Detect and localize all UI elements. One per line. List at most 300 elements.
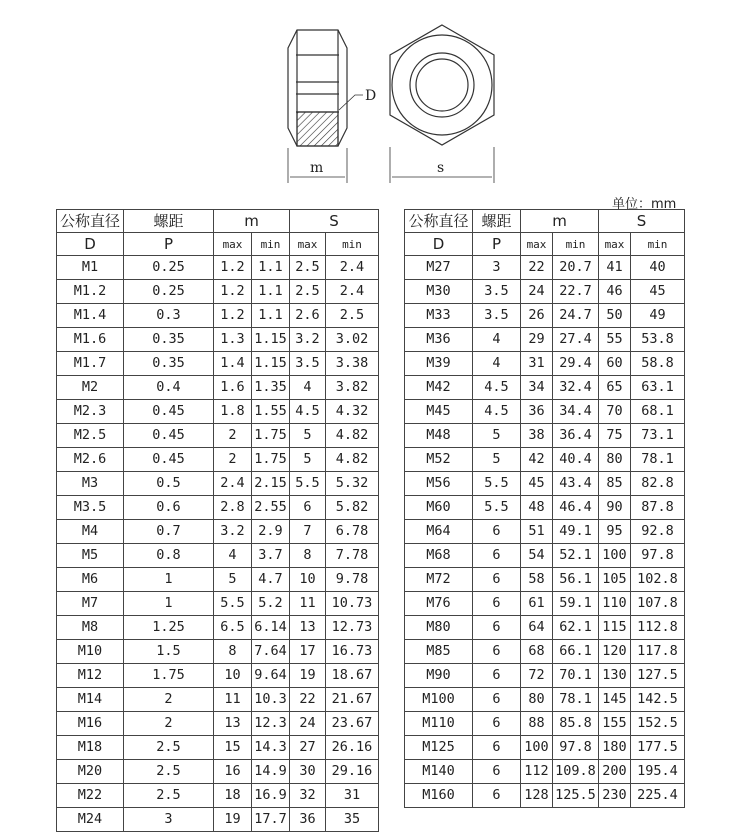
cell-pitch: 5 [473,448,521,472]
cell-s-min: 82.8 [631,472,685,496]
cell-m-max: 1.4 [214,352,252,376]
cell-pitch: 6 [473,712,521,736]
cell-m-max: 45 [521,472,553,496]
cell-pitch: 0.45 [124,400,214,424]
header-s: S [290,210,379,233]
cell-m-max: 61 [521,592,553,616]
cell-pitch: 1 [124,592,214,616]
cell-pitch: 6 [473,784,521,808]
cell-s-max: 22 [290,688,326,712]
cell-s-max: 65 [599,376,631,400]
cell-m-max: 128 [521,784,553,808]
cell-pitch: 0.25 [124,256,214,280]
cell-s-max: 2.6 [290,304,326,328]
table-row [405,448,685,472]
cell-s-max: 13 [290,616,326,640]
cell-s-max: 19 [290,664,326,688]
cell-m-min: 66.1 [553,640,599,664]
cell-m-max: 18 [214,784,252,808]
cell-s-min: 58.8 [631,352,685,376]
table-row [405,544,685,568]
cell-s-min: 18.67 [326,664,379,688]
table-row [57,592,379,616]
cell-s-min: 3.82 [326,376,379,400]
cell-s-min: 3.38 [326,352,379,376]
table-row [57,520,379,544]
cell-m-min: 1.75 [252,424,290,448]
cell-m-min: 85.8 [553,712,599,736]
table-row [57,496,379,520]
cell-s-max: 85 [599,472,631,496]
cell-s-min: 21.67 [326,688,379,712]
cell-pitch: 6 [473,640,521,664]
cell-s-min: 92.8 [631,520,685,544]
cell-diameter: M5 [57,544,124,568]
header-d: D [57,233,124,256]
table-row [57,376,379,400]
header-p: P [473,233,521,256]
cell-s-max: 180 [599,736,631,760]
cell-pitch: 3.5 [473,304,521,328]
cell-s-min: 97.8 [631,544,685,568]
cell-diameter: M27 [405,256,473,280]
cell-pitch: 6 [473,544,521,568]
cell-s-max: 200 [599,760,631,784]
spec-table-right [404,209,685,808]
cell-m-min: 97.8 [553,736,599,760]
cell-s-min: 102.8 [631,568,685,592]
cell-s-min: 2.4 [326,256,379,280]
cell-diameter: M36 [405,328,473,352]
cell-m-max: 8 [214,640,252,664]
cell-s-max: 105 [599,568,631,592]
table-row [57,448,379,472]
table-row [57,328,379,352]
cell-pitch: 2.5 [124,784,214,808]
cell-m-min: 3.7 [252,544,290,568]
cell-pitch: 0.45 [124,424,214,448]
cell-pitch: 2.5 [124,760,214,784]
cell-diameter: M125 [405,736,473,760]
cell-m-max: 4 [214,544,252,568]
cell-m-max: 48 [521,496,553,520]
cell-diameter: M1.7 [57,352,124,376]
cell-m-min: 2.55 [252,496,290,520]
cell-s-max: 5 [290,448,326,472]
cell-s-max: 70 [599,400,631,424]
cell-s-max: 95 [599,520,631,544]
cell-m-min: 22.7 [553,280,599,304]
cell-m-min: 1.55 [252,400,290,424]
cell-s-min: 23.67 [326,712,379,736]
cell-m-max: 112 [521,760,553,784]
header-p: P [124,233,214,256]
table-row [57,616,379,640]
cell-s-max: 120 [599,640,631,664]
cell-pitch: 0.3 [124,304,214,328]
cell-diameter: M45 [405,400,473,424]
table-row [405,496,685,520]
cell-m-max: 2.4 [214,472,252,496]
cell-m-min: 7.64 [252,640,290,664]
cell-s-min: 2.4 [326,280,379,304]
cell-pitch: 0.7 [124,520,214,544]
table-row [405,472,685,496]
table-row [57,472,379,496]
cell-diameter: M8 [57,616,124,640]
cell-s-min: 4.32 [326,400,379,424]
cell-m-min: 27.4 [553,328,599,352]
cell-s-min: 31 [326,784,379,808]
cell-s-min: 2.5 [326,304,379,328]
cell-diameter: M3.5 [57,496,124,520]
cell-diameter: M30 [405,280,473,304]
cell-diameter: M16 [57,712,124,736]
cell-m-min: 20.7 [553,256,599,280]
table-row [57,808,379,832]
cell-m-min: 43.4 [553,472,599,496]
table-row [405,328,685,352]
cell-s-max: 27 [290,736,326,760]
cell-s-max: 100 [599,544,631,568]
cell-s-max: 8 [290,544,326,568]
cell-m-max: 88 [521,712,553,736]
cell-s-min: 6.78 [326,520,379,544]
header-m: m [214,210,290,233]
cell-s-min: 16.73 [326,640,379,664]
cell-pitch: 1.5 [124,640,214,664]
cell-pitch: 0.35 [124,328,214,352]
header-pitch: 螺距 [124,210,214,233]
cell-s-max: 5 [290,424,326,448]
cell-s-max: 60 [599,352,631,376]
cell-m-max: 10 [214,664,252,688]
cell-s-min: 225.4 [631,784,685,808]
cell-pitch: 2 [124,712,214,736]
cell-pitch: 6 [473,760,521,784]
cell-s-max: 230 [599,784,631,808]
cell-pitch: 6 [473,688,521,712]
table-row [405,616,685,640]
cell-diameter: M48 [405,424,473,448]
cell-pitch: 0.8 [124,544,214,568]
cell-s-max: 41 [599,256,631,280]
cell-s-max: 10 [290,568,326,592]
header-pitch: 螺距 [473,210,521,233]
cell-m-min: 14.3 [252,736,290,760]
cell-m-min: 62.1 [553,616,599,640]
cell-diameter: M33 [405,304,473,328]
cell-s-max: 115 [599,616,631,640]
table-row [405,568,685,592]
cell-s-max: 130 [599,664,631,688]
cell-diameter: M140 [405,760,473,784]
table-row [405,352,685,376]
spec-table-left [56,209,379,832]
cell-m-max: 68 [521,640,553,664]
cell-s-max: 6 [290,496,326,520]
cell-s-min: 3.02 [326,328,379,352]
table-row [405,520,685,544]
cell-pitch: 6 [473,736,521,760]
cell-m-min: 4.7 [252,568,290,592]
cell-pitch: 0.25 [124,280,214,304]
cell-m-min: 1.35 [252,376,290,400]
header-s-min: min [631,233,685,256]
cell-s-min: 177.5 [631,736,685,760]
cell-m-max: 1.2 [214,256,252,280]
table-row [405,424,685,448]
header-nominal: 公称直径 [57,210,124,233]
unit-label: 单位：mm [612,197,677,212]
cell-m-min: 1.1 [252,256,290,280]
table-row [405,712,685,736]
table-row [57,400,379,424]
cell-s-max: 90 [599,496,631,520]
cell-pitch: 1.75 [124,664,214,688]
cell-s-max: 50 [599,304,631,328]
cell-s-max: 46 [599,280,631,304]
cell-s-min: 68.1 [631,400,685,424]
cell-pitch: 6 [473,568,521,592]
cell-m-min: 59.1 [553,592,599,616]
table-row [405,280,685,304]
cell-s-max: 3.2 [290,328,326,352]
table-row [57,544,379,568]
cell-m-max: 1.2 [214,304,252,328]
cell-pitch: 5.5 [473,496,521,520]
cell-m-min: 5.2 [252,592,290,616]
table-row [57,688,379,712]
cell-m-min: 6.14 [252,616,290,640]
cell-s-max: 4 [290,376,326,400]
header-s-min: min [326,233,379,256]
cell-m-max: 26 [521,304,553,328]
cell-m-min: 1.15 [252,352,290,376]
cell-s-min: 63.1 [631,376,685,400]
cell-diameter: M2 [57,376,124,400]
header-s-max: max [290,233,326,256]
cell-s-min: 78.1 [631,448,685,472]
cell-diameter: M22 [57,784,124,808]
cell-s-max: 24 [290,712,326,736]
cell-diameter: M10 [57,640,124,664]
cell-m-max: 3.2 [214,520,252,544]
cell-pitch: 1 [124,568,214,592]
header-m-min: min [252,233,290,256]
cell-pitch: 1.25 [124,616,214,640]
cell-pitch: 0.5 [124,472,214,496]
cell-s-max: 32 [290,784,326,808]
cell-m-min: 16.9 [252,784,290,808]
cell-m-min: 46.4 [553,496,599,520]
cell-pitch: 2 [124,688,214,712]
cell-s-max: 145 [599,688,631,712]
table-row [405,256,685,280]
cell-s-min: 12.73 [326,616,379,640]
cell-m-min: 1.1 [252,280,290,304]
cell-s-min: 152.5 [631,712,685,736]
table-row [405,304,685,328]
table-row [405,640,685,664]
cell-diameter: M42 [405,376,473,400]
cell-m-min: 17.7 [252,808,290,832]
cell-m-min: 29.4 [553,352,599,376]
cell-m-max: 100 [521,736,553,760]
cell-s-min: 9.78 [326,568,379,592]
cell-pitch: 6 [473,664,521,688]
cell-s-min: 10.73 [326,592,379,616]
table-row [57,304,379,328]
cell-m-max: 34 [521,376,553,400]
cell-m-max: 24 [521,280,553,304]
cell-s-min: 26.16 [326,736,379,760]
cell-s-min: 4.82 [326,448,379,472]
cell-s-max: 75 [599,424,631,448]
cell-m-min: 2.9 [252,520,290,544]
cell-pitch: 0.4 [124,376,214,400]
cell-pitch: 6 [473,592,521,616]
cell-diameter: M64 [405,520,473,544]
cell-m-max: 19 [214,808,252,832]
header-s-max: max [599,233,631,256]
cell-m-min: 1.15 [252,328,290,352]
cell-m-min: 56.1 [553,568,599,592]
table-row [57,760,379,784]
cell-diameter: M7 [57,592,124,616]
cell-s-min: 7.78 [326,544,379,568]
cell-m-min: 1.1 [252,304,290,328]
table-row [405,784,685,808]
table-row [57,568,379,592]
header-nominal: 公称直径 [405,210,473,233]
cell-m-max: 64 [521,616,553,640]
cell-s-min: 35 [326,808,379,832]
cell-m-max: 22 [521,256,553,280]
cell-s-min: 142.5 [631,688,685,712]
cell-m-max: 5.5 [214,592,252,616]
cell-m-max: 2 [214,424,252,448]
cell-s-max: 2.5 [290,256,326,280]
cell-m-min: 109.8 [553,760,599,784]
cell-diameter: M14 [57,688,124,712]
cell-pitch: 5.5 [473,472,521,496]
cell-m-max: 80 [521,688,553,712]
cell-pitch: 6 [473,520,521,544]
cell-diameter: M12 [57,664,124,688]
cell-s-min: 5.82 [326,496,379,520]
cell-diameter: M18 [57,736,124,760]
table-row [405,736,685,760]
header-m-max: max [214,233,252,256]
cell-diameter: M2.3 [57,400,124,424]
cell-pitch: 3.5 [473,280,521,304]
cell-pitch: 4 [473,328,521,352]
cell-m-max: 58 [521,568,553,592]
cell-m-min: 40.4 [553,448,599,472]
cell-s-min: 49 [631,304,685,328]
cell-s-max: 2.5 [290,280,326,304]
cell-s-min: 29.16 [326,760,379,784]
table-row [57,736,379,760]
cell-m-min: 2.15 [252,472,290,496]
cell-diameter: M100 [405,688,473,712]
spec-table-left-body [57,256,379,832]
cell-diameter: M24 [57,808,124,832]
table-row [57,640,379,664]
label-d: D [365,88,377,104]
cell-m-max: 42 [521,448,553,472]
cell-m-max: 51 [521,520,553,544]
cell-pitch: 3 [473,256,521,280]
cell-m-max: 29 [521,328,553,352]
header-m-min: min [553,233,599,256]
cell-s-min: 53.8 [631,328,685,352]
hex-nut-drawing [280,10,510,190]
cell-m-min: 125.5 [553,784,599,808]
cell-diameter: M110 [405,712,473,736]
cell-m-max: 1.6 [214,376,252,400]
cell-s-max: 17 [290,640,326,664]
cell-s-min: 73.1 [631,424,685,448]
cell-m-max: 13 [214,712,252,736]
cell-s-max: 155 [599,712,631,736]
cell-m-max: 72 [521,664,553,688]
table-row [57,784,379,808]
cell-diameter: M3 [57,472,124,496]
cell-diameter: M56 [405,472,473,496]
cell-pitch: 3 [124,808,214,832]
cell-pitch: 0.45 [124,448,214,472]
cell-diameter: M6 [57,568,124,592]
cell-m-max: 15 [214,736,252,760]
cell-pitch: 0.6 [124,496,214,520]
table-row [405,400,685,424]
cell-m-max: 16 [214,760,252,784]
cell-pitch: 0.35 [124,352,214,376]
cell-s-max: 3.5 [290,352,326,376]
cell-m-min: 10.3 [252,688,290,712]
cell-pitch: 4.5 [473,376,521,400]
cell-s-min: 107.8 [631,592,685,616]
cell-m-min: 36.4 [553,424,599,448]
cell-diameter: M52 [405,448,473,472]
cell-diameter: M20 [57,760,124,784]
cell-diameter: M85 [405,640,473,664]
cell-m-min: 49.1 [553,520,599,544]
label-m: m [310,160,324,176]
header-s: S [599,210,685,233]
cell-m-min: 14.9 [252,760,290,784]
cell-diameter: M2.5 [57,424,124,448]
cell-m-min: 24.7 [553,304,599,328]
cell-diameter: M1.2 [57,280,124,304]
table-row [405,760,685,784]
table-row [405,376,685,400]
cell-s-min: 4.82 [326,424,379,448]
label-s: s [437,160,445,176]
cell-m-max: 1.2 [214,280,252,304]
table-row [57,280,379,304]
table-row [57,352,379,376]
cell-diameter: M39 [405,352,473,376]
cell-s-max: 5.5 [290,472,326,496]
cell-m-min: 34.4 [553,400,599,424]
cell-s-min: 117.8 [631,640,685,664]
cell-m-max: 31 [521,352,553,376]
cell-diameter: M1.6 [57,328,124,352]
cell-diameter: M68 [405,544,473,568]
